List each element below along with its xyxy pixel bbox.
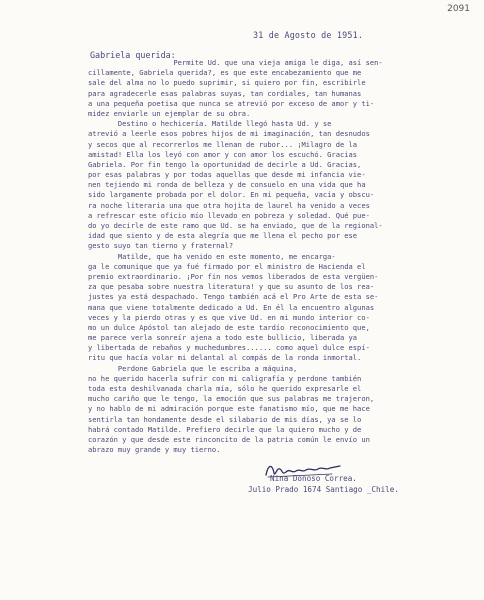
letter-line: Gabriela. Por fin tengo la oportunidad de decirle a Ud. Gracias,: [88, 159, 362, 169]
letter-line: por esas palabras y por todas aquellas que desde mi infancia vie-: [88, 170, 366, 180]
letter-line: a refrescar este oficio mío llevado en pobreza y soledad. Qué pue-: [88, 210, 370, 220]
letter-date: 31 de Agosto de 1951.: [253, 30, 364, 40]
letter-line: no he querido hacerla sufrir con mi caligrafía y perdone también: [88, 373, 362, 383]
letter-line: y secos que al recorrerlos me llenan de rubor... ¡Milagro de la: [88, 139, 358, 149]
letter-line: sentirla tan hondamente desde el silabario de mis días, ya se lo: [88, 414, 362, 424]
letter-line: mo un dulce Apóstol tan alejado de este tardío reconocimiento que,: [88, 322, 370, 332]
letter-line: cillamente, Gabriela querida?, es que este encabezamiento que me: [88, 68, 362, 78]
letter-line: Permite Ud. que una vieja amiga le diga, así sen-: [88, 58, 383, 67]
letter-line: mana que viene totalmente dedicado a Ud. En él la encuentro algunas: [88, 302, 375, 312]
letter-line: me parece verla sonreír ajena a todo este bullicio, liberada ya: [88, 333, 358, 343]
letter-line: Matilde, que ha venido en este momento, me encarga-: [88, 251, 336, 261]
letter-line: sale del alma no lo puedo suprimir, si quiero por fin, escribirle: [88, 78, 366, 88]
letter-body: [88, 58, 480, 455]
letter-line: para agradecerle esas palabras suyas, tan cordiales, tan humanas: [88, 88, 362, 98]
letter-line: gesto suyo tan tierno y fraternal?: [88, 241, 234, 251]
letter-line: do yo decirle de este ramo que Ud. se ha enviado, que de la regional-: [88, 221, 383, 230]
letter-line: corazón y que desde este rinconcito de la patria común le envío un: [88, 434, 370, 444]
letter-line: ritu que hacía volar mi delantal al compás de la ronda inmortal.: [88, 353, 362, 363]
letter-line: Perdone Gabriela que le escriba a máquina,: [88, 363, 298, 373]
signature-name: Nina Donoso Correa.: [270, 474, 357, 483]
page-number: 2091: [447, 4, 470, 14]
letter-line: y no hablo de mi admiración porque este fanatismo mío, que me hace: [88, 404, 370, 414]
salutation: Gabriela querida:: [90, 50, 176, 60]
letter-line: toda esta deshilvanada charla mía, sólo he querido expresarle el: [88, 384, 362, 393]
letter-line: veces y la pierdo otras y es que vive Ud. en mi mundo interior co-: [88, 312, 370, 322]
letter-line: abrazo muy grande y muy tierno.: [88, 445, 221, 455]
letter-line: mucho cariño que le tengo, la emoción que sus palabras me trajeron,: [88, 394, 375, 404]
letter-line: nen tejiendo mi ronda de belleza y de consuelo en una vida que ha: [88, 180, 366, 190]
letter-line: a una pequeña poetisa que nunca se atrevió por exceso de amor y ti-: [88, 98, 375, 108]
letter-line: premio extraordinario. ¡Por fin nos vemos liberados de esta vergüen-: [88, 271, 379, 281]
letter-line: amistad! Ella los leyó con amor y con amor los escuchó. Gracias: [88, 149, 358, 159]
letter-line: idad que siento y de esta alegría que me llena el pecho por ese: [88, 231, 358, 241]
letter-line: Destino o hechicería. Matilde llegó hasta Ud. y se: [88, 119, 332, 129]
signature-address: Julio Prado 1674 Santiago _Chile.: [248, 485, 399, 494]
letter-line: atrevió a leerle esos pobres hijos de mi imaginación, tan desnudos: [88, 129, 370, 139]
letter-line: sido largamente probada por el dolor. En mi pequeña, vacía y obscu-: [88, 190, 375, 200]
letter-line: za que pesaba sobre nuestra literatura! y que su asunto de los rea-: [88, 282, 375, 292]
letter-line: midez enviarle un ejemplar de su obra.: [88, 108, 251, 118]
letter-line: habrá contado Matilde. Prefiero decirle que la quiero mucho y de: [88, 424, 362, 434]
letter-line: ra noche literaria una que otra hojita de laurel ha venido a veces: [88, 200, 370, 210]
letter-line: justes ya está despachado. Tengo también acá el Pro Arte de esta se-: [88, 292, 379, 302]
letter-line: ga le comunique que ya fué firmado por el ministro de Hacienda el: [88, 261, 366, 271]
letter-line: y libertada de rebaños y muchedumbres...... como aquel dulce espí-: [88, 343, 370, 353]
